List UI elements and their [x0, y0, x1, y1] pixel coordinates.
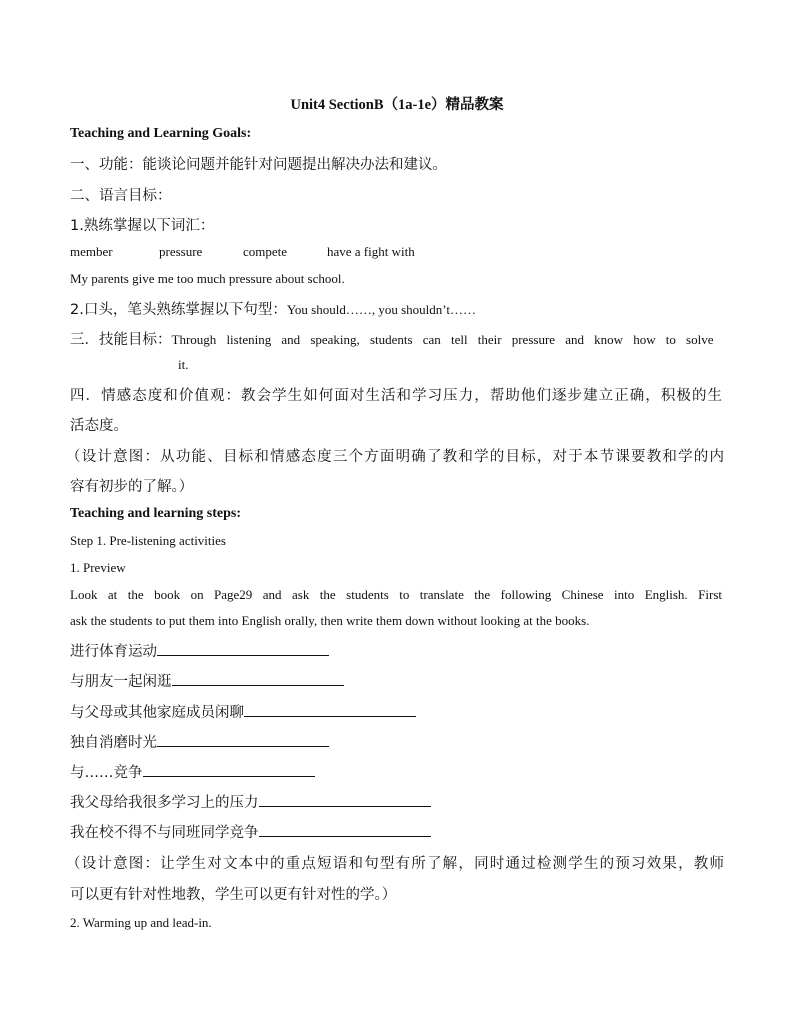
- exercise-prompt: 进行体育运动: [70, 644, 157, 660]
- sentence-patterns-text: You should……, you shouldn’t……: [286, 302, 476, 317]
- vocab-list: [70, 244, 415, 260]
- step1-heading: Step 1. Pre-listening activities: [70, 533, 226, 548]
- design-intent-2-line1: （设计意图：让学生对文本中的重点短语和句型有所了解，同时通过检测学生的预习效果，教师: [66, 856, 724, 872]
- preview-instructions-line2: ask the students to put them into English orally, then write them down without looking at the books.: [70, 613, 590, 628]
- exercise-prompt: 我在校不得不与同班同学竞争: [70, 825, 259, 841]
- answer-blank[interactable]: [172, 671, 344, 686]
- vocab-word: member: [70, 244, 113, 259]
- exercise-prompt: 与父母或其他家庭成员闲聊: [70, 705, 244, 721]
- answer-blank[interactable]: [157, 641, 329, 656]
- steps-heading: Teaching and learning steps:: [70, 506, 242, 521]
- answer-blank[interactable]: [157, 732, 329, 747]
- skill-goal-label: 三．技能目标：: [70, 332, 172, 348]
- goal-function: 一、功能：能谈论问题并能针对问题提出解决办法和建议。: [70, 157, 447, 173]
- exercise-item: [70, 731, 329, 752]
- emotion-goal-line1: 四．情感态度和价值观：教会学生如何面对生活和学习压力，帮助他们逐步建立正确，积极的生: [70, 388, 722, 404]
- preview-heading: 1. Preview: [70, 560, 126, 575]
- exercise-item: [70, 701, 416, 722]
- vocab-heading: 1.熟练掌握以下词汇：: [70, 218, 215, 234]
- document-title: Unit4 SectionB（1a-1e）精品教案: [290, 97, 504, 113]
- exercise-prompt: 独自消磨时光: [70, 735, 157, 751]
- exercise-item: [70, 640, 329, 661]
- goal-language: 二、语言目标：: [70, 188, 172, 204]
- warming-up-heading: 2. Warming up and lead-in.: [70, 915, 212, 930]
- answer-blank[interactable]: [143, 762, 315, 777]
- design-intent-1-line1: （设计意图：从功能、目标和情感态度三个方面明确了教和学的目标，对于本节课要教和学的内: [66, 449, 724, 465]
- skill-goal-text-end: it.: [178, 357, 189, 372]
- exercise-item: [70, 670, 344, 691]
- answer-blank[interactable]: [244, 702, 416, 717]
- design-intent-2-line2: 可以更有针对性地教，学生可以更有针对性的学。）: [70, 887, 397, 903]
- vocab-word: compete: [243, 244, 288, 259]
- answer-blank[interactable]: [259, 792, 431, 807]
- emotion-goal-line2: 活态度。: [70, 418, 128, 434]
- design-intent-1-line2: 容有初步的了解。）: [70, 479, 194, 495]
- vocab-word: have a fight with: [327, 244, 415, 259]
- exercise-item: [70, 821, 431, 842]
- sentence-patterns: [70, 298, 476, 319]
- exercise-prompt: 我父母给我很多学习上的压力: [70, 795, 259, 811]
- skill-goal: [70, 328, 714, 349]
- exercise-prompt: 与朋友一起闲逛: [70, 674, 172, 690]
- skill-goal-text: Through listening and speaking, students can tell their pressure and know how to solve: [171, 332, 714, 347]
- answer-blank[interactable]: [259, 822, 431, 837]
- vocab-word: pressure: [159, 244, 203, 259]
- vocab-sentence: My parents give me too much pressure about school.: [70, 271, 345, 286]
- exercise-item: [70, 791, 431, 812]
- exercise-prompt: 与……竞争: [70, 765, 143, 781]
- sentence-patterns-label: 2.口头，笔头熟练掌握以下句型：: [70, 302, 287, 318]
- exercise-item: [70, 761, 315, 782]
- preview-instructions-line1: Look at the book on Page29 and ask the students to translate the following Chinese into English. First: [70, 587, 722, 602]
- goals-heading: Teaching and Learning Goals:: [70, 126, 252, 141]
